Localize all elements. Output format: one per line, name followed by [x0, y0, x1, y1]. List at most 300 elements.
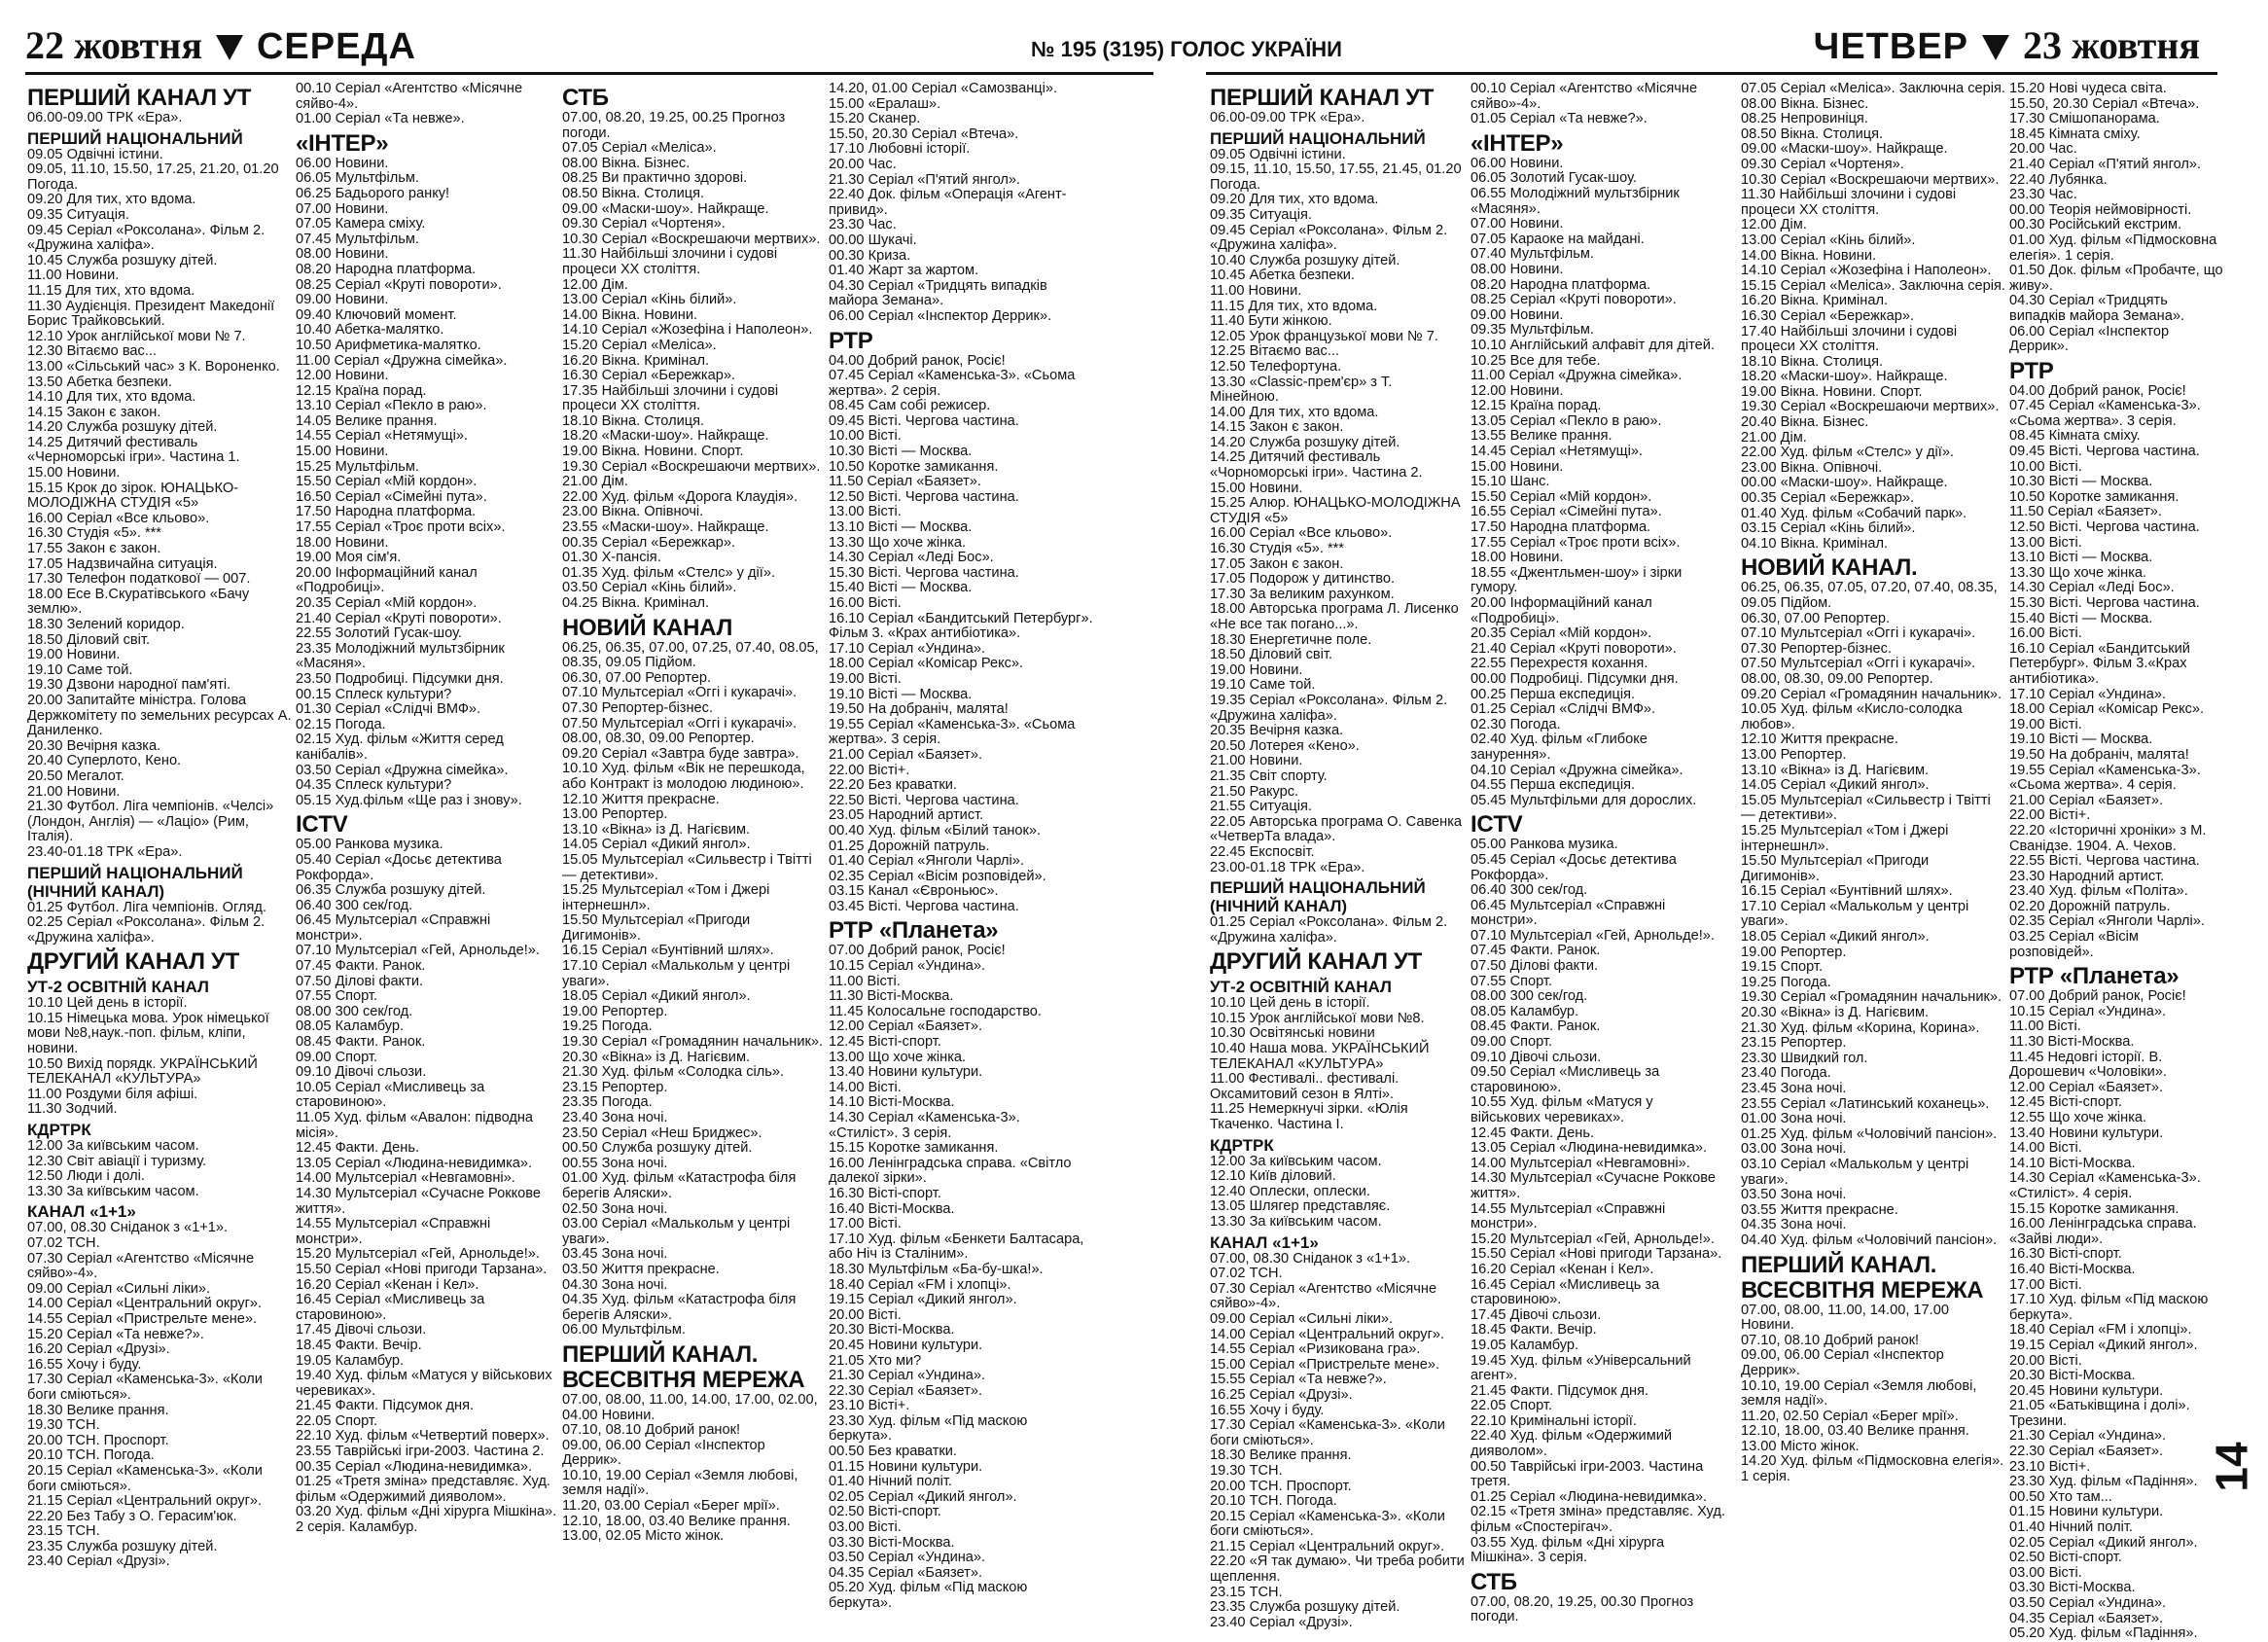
- program-listing: 18.50 Діловий світ.: [1210, 647, 1333, 663]
- program-listing: 10.10 Худ. фільм «Вік не перешкода, або Контракт із молодою людиною».: [562, 761, 809, 792]
- program-listing: 19.35 Серіал «Роксолана». Фільм 2. «Дружина халіфа».: [1210, 692, 1452, 724]
- program-listing: 13.00 Серіал «Кінь білий».: [1741, 232, 1916, 248]
- program-listing: 13.05 Шлягер представляє.: [1210, 1198, 1391, 1215]
- program-listing: 11.00 Роздуми біля афіші.: [27, 1086, 198, 1102]
- program-listing: 05.00 Ранкова музика.: [296, 837, 443, 853]
- program-listing: 15.20 Мультсеріал «Гей, Арнольде!».: [296, 1246, 540, 1263]
- program-listing: 11.45 Недовгі історії. В. Дорошевич «Чоловіки».: [2009, 1049, 2167, 1081]
- program-listing: 11.50 Серіал «Баязет».: [829, 474, 981, 490]
- program-listing: 01.15 Новини культури.: [2009, 1504, 2164, 1520]
- program-listing: 12.00 Серіал «Баязет».: [2009, 1079, 2164, 1095]
- program-listing: 13.00 Репортер.: [1741, 746, 1847, 763]
- program-listing: 19.05 Каламбур.: [296, 1352, 405, 1369]
- program-listing: 15.50 Серіал «Мій кордон».: [296, 474, 478, 490]
- program-listing: 17.00 Вісті.: [2009, 1276, 2082, 1293]
- program-listing: 15.20 Серіал «Меліса».: [562, 337, 717, 353]
- program-listing: 15.30 Вісті. Чергова частина.: [2009, 595, 2200, 611]
- program-listing: 12.45 Вісті-спорт.: [829, 1034, 941, 1051]
- program-listing: 14.30 Мультсеріал «Сучасне Роккове життя».: [1471, 1170, 1720, 1201]
- program-listing: 18.20 «Маски-шоу». Найкраще.: [1741, 369, 1948, 385]
- program-listing: 16.00 Серіал «Все кльово».: [27, 510, 210, 526]
- program-listing: 14.30 Серіал «Леді Бос».: [2009, 580, 2175, 596]
- program-listing: 23.10 Вісті+.: [2009, 1458, 2091, 1475]
- program-listing: 12.25 Вітаємо вас...: [1210, 343, 1340, 360]
- program-listing: 10.10 Цей день в історії.: [27, 995, 188, 1012]
- program-listing: 14.30 Серіал «Леді Бос».: [829, 550, 994, 566]
- program-listing: 13.00, 02.05 Місто жінок.: [562, 1528, 725, 1545]
- program-listing: 15.20 Мультсеріал «Гей, Арнольде!».: [1471, 1231, 1715, 1247]
- program-listing: 16.45 Серіал «Мисливець за старовиною».: [1471, 1276, 1664, 1308]
- program-listing: 18.55 «Джентльмен-шоу» і зірки гумору.: [1471, 564, 1686, 596]
- program-listing: 19.00 Репортер.: [562, 1003, 668, 1019]
- program-listing: 15.30 Вісті. Чергова частина.: [829, 564, 1019, 581]
- program-listing: 19.25 Погода.: [1741, 974, 1831, 990]
- program-listing: 22.20 «Історичні хроніки» з М. Сванідзе. 1904. А. Чехов.: [2009, 822, 2211, 854]
- program-listing: 16.20 Серіал «Кенан і Кел».: [296, 1276, 479, 1293]
- program-listing: 02.35 Серіал «Вісім розповідей».: [829, 868, 1046, 884]
- program-listing: 04.35 Зона ночі.: [1741, 1217, 1847, 1233]
- program-listing: 00.10 Серіал «Агентство «Місячне сяйво-4».: [296, 81, 527, 112]
- program-listing: 02.05 Серіал «Дикий янгол».: [2009, 1534, 2198, 1551]
- program-listing: 23.05 Народний артист.: [829, 807, 984, 824]
- program-listing: 02.40 Худ. фільм «Глибоке занурення».: [1471, 732, 1651, 763]
- header-right-date: 23 жовтня: [2023, 23, 2200, 67]
- program-listing: 07.00 Добрий ранок, Росіє!: [2009, 988, 2186, 1005]
- program-listing: 13.05 Серіал «Пекло в раю».: [1471, 412, 1662, 429]
- program-listing: 09.05, 11.10, 15.50, 17.25, 21.20, 01.20 Погода.: [27, 161, 283, 193]
- schedule-column-5: [1210, 82, 1469, 1630]
- program-listing: 15.00 Новини.: [1471, 458, 1564, 475]
- program-listing: 20.00 Час.: [829, 156, 897, 172]
- program-listing: 19.00 Вікна. Новини. Спорт.: [562, 444, 744, 460]
- program-listing: 15.00 «Ералаш».: [829, 95, 941, 112]
- program-listing: 20.50 Лотерея «Кено».: [1210, 737, 1360, 754]
- program-listing: 03.55 Життя прекрасне.: [1741, 1201, 1898, 1218]
- program-listing: 07.30 Серіал «Агентство «Місячне сяйво»-4».: [27, 1250, 259, 1282]
- program-listing: 17.30 Смішопанорама.: [2009, 111, 2160, 127]
- channel-subheading: ПЕРШИЙ НАЦІОНАЛЬНИЙ (НІЧНИЙ КАНАЛ): [1210, 878, 1426, 916]
- program-listing: 11.00 Вісті.: [829, 973, 901, 989]
- channel-heading: НОВИЙ КАНАЛ: [562, 614, 732, 641]
- program-listing: 15.25 Мультсеріал «Том і Джері інтернешнл».: [1741, 822, 1953, 854]
- program-listing: 09.30 Серіал «Чортеня».: [562, 216, 726, 232]
- program-listing: 09.20 Серіал «Завтра буде завтра».: [562, 745, 799, 762]
- program-listing: 11.20, 03.00 Серіал «Берег мрії».: [562, 1498, 780, 1515]
- program-listing: 23.40 Серіал «Друзі».: [27, 1553, 170, 1570]
- program-listing: 19.15 Серіал «Дикий янгол».: [2009, 1337, 2198, 1353]
- program-listing: 23.35 Молодіжний мультзбірник «Масяня».: [296, 640, 509, 672]
- program-listing: 21.00 Новини.: [1210, 753, 1303, 769]
- program-listing: 09.45 Серіал «Роксолана». Фільм 2. «Дружина халіфа».: [1210, 222, 1452, 254]
- program-listing: 15.20 Серіал «Та невже?».: [27, 1326, 204, 1342]
- program-listing: 12.40 Оплески, оплески.: [1210, 1183, 1370, 1199]
- program-listing: 04.10 Серіал «Дружна сімейка».: [1471, 762, 1683, 778]
- program-listing: 10.05 Худ. фільм «Кисло-солодка любов».: [1741, 701, 1967, 732]
- program-listing: 05.45 Мультфільми для дорослих.: [1471, 792, 1697, 808]
- program-listing: 14.55 Серіал «Пристрельте мене».: [27, 1310, 258, 1327]
- program-listing: 07.30 Репортер-бізнес.: [562, 699, 714, 716]
- program-listing: 01.40 Худ. фільм «Собачий парк».: [1741, 505, 1967, 521]
- program-listing: 07.10, 08.10 Добрий ранок!: [1741, 1332, 1920, 1348]
- program-listing: 09.40 Ключовий момент.: [296, 306, 457, 323]
- program-listing: 09.35 Ситуація.: [27, 206, 129, 223]
- program-listing: 08.25 Ви практично здорові.: [562, 170, 748, 187]
- program-listing: 07.30 Репортер-бізнес.: [1741, 640, 1893, 657]
- program-listing: 18.00 Серіал «Комісар Рекс».: [829, 656, 1024, 672]
- program-listing: 02.05 Серіал «Дикий янгол».: [829, 1488, 1017, 1505]
- program-listing: 09.35 Мультфільм.: [1471, 322, 1594, 339]
- program-listing: 03.20 Худ. фільм «Дні хірурга Мішкіна». 2 серія. Каламбур.: [296, 1504, 561, 1536]
- program-listing: 11.30 Найбільші злочини і судові процеси ХХ століття.: [1741, 187, 1961, 218]
- program-listing: 16.00 Серіал «Все кльово».: [1210, 525, 1393, 542]
- program-listing: 15.15 Коротке замикання.: [2009, 1200, 2179, 1217]
- program-listing: 05.15 Худ.фільм «Ще раз і знову».: [296, 792, 522, 808]
- program-listing: 07.02 ТСН.: [27, 1235, 100, 1251]
- program-listing: 16.25 Серіал «Друзі».: [1210, 1386, 1353, 1403]
- program-listing: 19.25 Погода.: [562, 1018, 653, 1035]
- program-listing: 04.35 Худ. фільм «Катастрофа біля берегів Аляски».: [562, 1292, 800, 1323]
- program-listing: 12.00 Дім.: [1741, 217, 1807, 233]
- program-listing: 11.30 Вісті-Москва.: [2009, 1034, 2135, 1051]
- program-listing: 19.00 Вісті.: [829, 670, 902, 687]
- channel-heading: «ІНТЕР»: [296, 129, 389, 157]
- program-listing: 11.00 Серіал «Дружна сімейка».: [296, 352, 508, 369]
- program-listing: 15.50 Серіал «Нові пригоди Тарзана».: [296, 1261, 548, 1277]
- program-listing: 16.50 Серіал «Сімейні пута».: [296, 488, 487, 505]
- program-listing: 00.50 Хто там...: [2009, 1488, 2112, 1505]
- program-listing: 10.10 Цей день в історії.: [1210, 995, 1370, 1012]
- program-listing: 19.10 Вісті — Москва.: [2009, 732, 2153, 748]
- program-listing: 12.50 Вісті. Чергова частина.: [2009, 519, 2200, 536]
- program-listing: 20.00 ТСН. Проспорт.: [27, 1432, 169, 1448]
- program-listing: 05.20 Худ. фільм «Під маскою беркута».: [829, 1580, 1032, 1611]
- program-listing: 11.25 Немеркнучі зірки. «Юлія Ткаченко. Частина І.: [1210, 1101, 1412, 1133]
- program-listing: 07.00 Новини.: [1471, 216, 1564, 232]
- program-listing: 17.55 Серіал «Троє проти всіх».: [1471, 534, 1681, 551]
- program-listing: 20.00 Інформаційний канал «Подробиці».: [296, 564, 481, 596]
- program-listing: 20.40 Вікна. Бізнес.: [1741, 414, 1869, 431]
- program-listing: 03.45 Зона ночі.: [562, 1246, 668, 1263]
- program-listing: 11.30 Найбільші злочини і судові процеси ХХ століття.: [562, 246, 782, 277]
- program-listing: 06.45 Мультсеріал «Справжні монстри».: [1471, 897, 1670, 929]
- program-listing: 06.05 Мультфільм.: [296, 170, 419, 187]
- program-listing: 06.25 Бадьорого ранку!: [296, 185, 450, 201]
- program-listing: 20.35 Серіал «Мій кордон».: [1471, 625, 1652, 642]
- program-listing: 14.00 Мультсеріал «Невгамовні».: [1471, 1155, 1690, 1171]
- program-listing: 00.30 Російський екстрим.: [2009, 217, 2182, 233]
- program-listing: 23.30 Народний артист.: [2009, 868, 2165, 884]
- program-listing: 01.15 Новини культури.: [829, 1458, 983, 1475]
- schedule-column-1: [27, 82, 296, 1570]
- program-listing: 03.30 Вісті-Москва.: [2009, 1580, 2136, 1596]
- program-listing: 08.45 Факти. Ранок.: [296, 1034, 426, 1051]
- program-listing: 23.00 Вікна. Опівночі.: [1741, 459, 1883, 476]
- program-listing: 09.10 Дівочі сльози.: [1471, 1049, 1602, 1065]
- program-listing: 05.40 Серіал «Досьє детектива Рокфорда».: [296, 851, 506, 883]
- program-listing: 11.05 Худ. фільм «Авалон: підводна місія».: [296, 1110, 538, 1141]
- channel-heading: РТР «Планета»: [2009, 963, 2179, 990]
- program-listing: 09.45 Вісті. Чергова частина.: [2009, 444, 2200, 460]
- program-listing: 11.00 Вісті.: [2009, 1018, 2081, 1035]
- program-listing: 03.50 Серіал «Ундина».: [2009, 1595, 2167, 1611]
- program-listing: 03.10 Серіал «Малькольм у центрі уваги».: [1741, 1156, 1973, 1188]
- program-listing: 16.30 Студія «5». ***: [1210, 541, 1344, 557]
- channel-heading: ICTV: [1471, 811, 1523, 839]
- program-listing: 15.50, 20.30 Серіал «Втеча».: [2009, 95, 2200, 112]
- program-listing: 07.00 Добрий ранок, Росіє!: [829, 943, 1006, 959]
- program-listing: 06.25, 06.35, 07.00, 07.25, 07.40, 08.05, 08.35, 09.05 Підйом.: [562, 639, 823, 671]
- program-listing: 06.25, 06.35, 07.05, 07.20, 07.40, 08.35, 09.05 Підйом.: [1741, 580, 2002, 611]
- program-listing: 16.40 Вісті-Москва.: [829, 1200, 955, 1217]
- program-listing: 20.35 Вечірня казка.: [1210, 723, 1344, 739]
- program-listing: 08.45 Факти. Ранок.: [1471, 1018, 1601, 1035]
- program-listing: 12.30 Вітаємо вас...: [27, 343, 158, 360]
- channel-heading: «ІНТЕР»: [1471, 129, 1564, 157]
- program-listing: 19.30 ТСН.: [1210, 1462, 1283, 1479]
- program-listing: 15.05 Мультсеріал «Сильвестр і Твітті — детективи».: [1741, 792, 1995, 824]
- program-listing: 09.00 «Маски-шоу». Найкраще.: [1741, 141, 1948, 158]
- program-listing: 04.10 Вікна. Кримінал.: [1741, 535, 1889, 552]
- program-listing: 12.10 Життя прекрасне.: [1741, 732, 1898, 748]
- channel-heading: ПЕРШИЙ КАНАЛ. ВСЕСВІТНЯ МЕРЕЖА: [562, 1340, 805, 1393]
- program-listing: 07.50 Ділові факти.: [296, 973, 424, 989]
- program-listing: 22.10 Кримінальні історії.: [1471, 1412, 1637, 1429]
- program-listing: 09.05 Одвічні істини.: [1210, 146, 1346, 162]
- program-listing: 16.10 Серіал «Бандитський Петербург». Фільм 3.«Крах антибіотика».: [2009, 640, 2194, 687]
- program-listing: 14.55 Серіал «Нетямущі».: [296, 428, 469, 445]
- program-listing: 18.00 Авторська програма Л. Лисенко «Не все так погано...».: [1210, 601, 1463, 632]
- program-listing: 07.10 Мультсеріал «Гей, Арнольде!».: [296, 943, 540, 959]
- program-listing: 11.00 Фестивалі.. фестивалі. Оксамитовий сезон в Ялті».: [1210, 1071, 1403, 1102]
- program-listing: 21.55 Ситуація.: [1210, 799, 1312, 815]
- program-listing: 02.25 Серіал «Роксолана». Фільм 2. «Дружина халіфа».: [27, 914, 269, 946]
- header-right-day: ЧЕТВЕР: [1813, 26, 1969, 67]
- program-listing: 07.10 Мультсеріал «Оггі і кукарачі».: [1741, 625, 1976, 642]
- program-listing: 11.50 Серіал «Баязет».: [2009, 504, 2162, 520]
- program-listing: 21.30 Худ. фільм «Корина, Корина».: [1741, 1019, 1980, 1036]
- program-listing: 18.30 Мультфільм «Ба-бу-шка!».: [829, 1261, 1044, 1277]
- program-listing: 07.45 Серіал «Каменськa-3». «Сьома жертва». 2 серія.: [829, 368, 1080, 399]
- program-listing: 23.15 ТСН.: [27, 1523, 100, 1540]
- program-listing: 09.00 Новини.: [1471, 306, 1564, 323]
- program-listing: 16.00 Ленінградська справа. «Зайві люди».: [2009, 1216, 2201, 1247]
- program-listing: 14.30 Мультсеріал «Сучасне Роккове життя».: [296, 1185, 546, 1217]
- program-listing: 00.50 Служба розшуку дітей.: [562, 1140, 753, 1157]
- program-listing: 08.25 Серіал «Круті повороти».: [1471, 292, 1677, 308]
- program-listing: 17.10 Худ. фільм «Бенкети Балтасара, або Ніч із Сталіним».: [829, 1231, 1088, 1263]
- program-listing: 00.30 Криза.: [829, 247, 911, 264]
- program-listing: 08.25 Непровиніця.: [1741, 111, 1868, 127]
- program-listing: 17.55 Закон є закон.: [27, 541, 161, 557]
- triangle-down-icon: [216, 35, 243, 60]
- program-listing: 16.15 Серіал «Бунтівний шлях».: [562, 943, 774, 959]
- channel-subheading: КАНАЛ «1+1»: [1210, 1232, 1319, 1252]
- program-listing: 03.50 Життя прекрасне.: [562, 1261, 720, 1277]
- program-listing: 12.00 Дім.: [562, 276, 628, 293]
- program-listing: 20.00 Вісті.: [829, 1306, 902, 1323]
- program-listing: 08.00, 08.30, 09.00 Репортер.: [562, 731, 755, 747]
- program-listing: 09.00 «Маски-шоу». Найкраще.: [562, 200, 769, 217]
- program-listing: 06.00 Новини.: [1471, 155, 1564, 171]
- program-listing: 15.20 Нові чудеса світа.: [2009, 81, 2167, 96]
- program-listing: 14.10 Вісті-Москва.: [2009, 1155, 2136, 1171]
- program-listing: 21.15 Серіал «Центральний округ».: [1210, 1538, 1445, 1554]
- program-listing: 01.25 Серіал «Роксолана». Фільм 2. «Дружина халіфа».: [1210, 914, 1452, 946]
- program-listing: 09.45 Вісті. Чергова частина.: [829, 412, 1019, 429]
- program-listing: 14.30 Серіал «Каменськa-3». «Стиліст». 3 серія.: [829, 1110, 1024, 1141]
- program-listing: 14.55 Мультсеріал «Справжні монстри».: [296, 1216, 495, 1247]
- program-listing: 22.05 Спорт.: [296, 1412, 378, 1429]
- program-listing: 13.30 За київським часом.: [1210, 1214, 1382, 1230]
- program-listing: 09.15, 11.10, 15.50, 17.55, 21.45, 01.20 Погода.: [1210, 161, 1466, 193]
- program-listing: 04.55 Перша експедиція.: [1471, 777, 1636, 794]
- program-listing: 10.50 Арифметика-малятко.: [296, 337, 481, 353]
- program-listing: 15.00 Новини.: [1210, 480, 1303, 496]
- program-listing: 11.30 Вісті-Москва.: [829, 988, 954, 1005]
- program-listing: 06.00 Мультфільм.: [562, 1322, 686, 1339]
- program-listing: 08.00 Вікна. Бізнес.: [562, 155, 691, 171]
- channel-subheading: УТ-2 ОСВІТНІЙ КАНАЛ: [1210, 978, 1392, 997]
- program-listing: 04.35 Серіал «Баязет».: [2009, 1610, 2164, 1626]
- program-listing: 13.00 Вісті.: [2009, 534, 2082, 551]
- program-listing: 09.00, 06.00 Серіал «Інспектор Деррик».: [562, 1437, 769, 1469]
- program-listing: 01.00 Зона ночі.: [1741, 1111, 1847, 1127]
- program-listing: 19.00 Новини.: [1210, 661, 1303, 678]
- program-listing: 00.40 Худ. фільм «Білий танок».: [829, 822, 1042, 839]
- program-listing: 20.15 Серіал «Каменськa-3». «Коли боги сміються».: [1210, 1508, 1449, 1540]
- program-listing: 11.40 Бути жінкою.: [1210, 313, 1332, 330]
- program-listing: 07.00, 08.00, 11.00, 14.00, 17.00, 02.00, 04.00 Новини.: [562, 1391, 822, 1423]
- program-listing: 21.40 Серіал «Круті повороти».: [1471, 640, 1677, 657]
- program-listing: 17.10 Серіал «Малькольм у центрі уваги».: [1741, 898, 1973, 930]
- program-listing: 14.00 Вісті.: [2009, 1140, 2082, 1157]
- program-listing: 23.40 Погода.: [1741, 1065, 1831, 1082]
- program-listing: 21.30 Серіал «П'ятий янгол».: [829, 171, 1021, 188]
- program-listing: 12.10 Урок англійської мови № 7.: [27, 328, 246, 344]
- program-listing: 04.40 Худ. фільм «Чоловічий пансіон».: [1741, 1232, 1998, 1248]
- program-listing: 13.00 Вісті.: [829, 504, 902, 520]
- channel-heading: ПЕРШИЙ КАНАЛ. ВСЕСВІТНЯ МЕРЕЖА: [1741, 1251, 1984, 1303]
- channel-subheading: КАНАЛ «1+1»: [27, 1202, 136, 1222]
- program-listing: 10.40 Абетка-малятко.: [296, 322, 444, 339]
- program-listing: 07.00, 08.00, 11.00, 14.00, 17.00 Новини.: [1741, 1302, 1954, 1334]
- program-listing: 00.00 Подробиці. Підсумки дня.: [1471, 670, 1679, 687]
- program-listing: 19.30 Серіал «Воскрешаючи мертвих».: [1741, 399, 2000, 415]
- schedule-column-8: [2009, 81, 2227, 1642]
- channel-heading: ПЕРШИЙ КАНАЛ УТ: [1210, 85, 1435, 111]
- program-listing: 11.30 Аудієнція. Президент Македонії Борис Трайковський.: [27, 298, 279, 330]
- program-listing: 20.00 ТСН. Проспорт.: [1210, 1478, 1352, 1494]
- program-listing: 22.00 Худ. фільм «Стелс» у дії».: [1741, 445, 1955, 461]
- program-listing: 21.30 Серіал «Ундина».: [829, 1368, 986, 1384]
- header-rule-right: [1206, 72, 2217, 75]
- program-listing: 08.25 Серіал «Круті повороти».: [296, 276, 502, 293]
- program-listing: 05.00 Ранкова музика.: [1471, 837, 1618, 853]
- program-listing: 02.35 Серіал «Янголи Чарлі».: [2009, 913, 2205, 930]
- program-listing: 04.00 Добрий ранок, Росіє!: [829, 352, 1006, 369]
- program-listing: 03.00 Вісті.: [2009, 1564, 2082, 1581]
- program-listing: 10.05 Серіал «Мисливець за старовиною».: [296, 1079, 489, 1111]
- program-listing: 06.35 Служба розшуку дітей.: [296, 882, 486, 899]
- program-listing: 12.15 Країна порад.: [296, 382, 427, 399]
- channel-heading: РТР «Планета»: [829, 917, 999, 945]
- program-listing: 12.45 Вісті-спорт.: [2009, 1094, 2122, 1111]
- program-listing: 15.25 Алюр. ЮНАЦЬКО-МОЛОДІЖНА СТУДІЯ «5»: [1210, 495, 1465, 526]
- program-listing: 22.55 Перехрестя кохання.: [1471, 656, 1648, 672]
- program-listing: 00.50 Таврійські ігри-2003. Частина третя.: [1471, 1458, 1708, 1490]
- program-listing: 13.05 Серіал «Людина-невидимка».: [296, 1155, 533, 1171]
- program-listing: 06.55 Молодіжний мультзбірник «Масяня».: [1471, 185, 1683, 217]
- program-listing: 14.20 Худ. фільм «Підмосковна елегія». 1 серія.: [1741, 1453, 2008, 1485]
- program-listing: 03.55 Худ. фільм «Дні хірурга Мішкіна». 3 серія.: [1471, 1534, 1669, 1566]
- program-listing: 00.25 Перша експедиція.: [1471, 686, 1636, 702]
- program-listing: 22.55 Вісті. Чергова частина.: [2009, 853, 2200, 870]
- program-listing: 19.50 На добраніч, малята!: [829, 701, 1009, 718]
- program-listing: 13.10 Серіал «Пекло в раю».: [296, 398, 487, 414]
- program-listing: 15.00 Новини.: [27, 465, 121, 482]
- program-listing: 16.20 Серіал «Друзі».: [27, 1341, 170, 1358]
- program-listing: 01.00 Серіал «Та невже».: [296, 111, 465, 127]
- program-listing: 21.15 Серіал «Центральний округ».: [27, 1493, 263, 1510]
- program-listing: 22.45 Експосвіт.: [1210, 843, 1315, 860]
- program-listing: 12.10, 18.00, 03.40 Велике прання.: [562, 1513, 791, 1529]
- program-listing: 07.50 Мультсеріал «Оггі і кукарачі».: [1741, 656, 1976, 672]
- program-listing: 16.45 Серіал «Мисливець за старовиною».: [296, 1292, 489, 1323]
- program-listing: 00.55 Зона ночі.: [562, 1155, 668, 1171]
- program-listing: 08.50 Вікна. Столиця.: [562, 185, 705, 201]
- program-listing: 22.30 Серіал «Баязет».: [829, 1382, 983, 1399]
- program-listing: 22.50 Вісті. Чергова частина.: [829, 792, 1019, 808]
- program-listing: 09.00 Серіал «Сильні ліки».: [27, 1280, 211, 1297]
- program-listing: 10.50 Вихід порядк. УКРАЇНСЬКИЙ ТЕЛЕКАНАЛ «КУЛЬТУРА»: [27, 1055, 262, 1088]
- program-listing: 15.00 Новини.: [296, 444, 389, 460]
- program-listing: 15.50 Мультсеріал «Пригоди Дигимонів».: [562, 912, 755, 944]
- program-listing: 17.00 Вісті.: [829, 1216, 902, 1232]
- program-listing: 07.45 Мультфільм.: [296, 231, 419, 247]
- program-listing: 12.00 За київським часом.: [27, 1138, 199, 1155]
- program-listing: 20.50 Мегалот.: [27, 767, 124, 784]
- channel-heading: НОВИЙ КАНАЛ.: [1741, 554, 1918, 582]
- program-listing: 09.00, 06.00 Серіал «Інспектор Деррик».: [1741, 1347, 1948, 1378]
- program-listing: 19.10 Саме той.: [1210, 677, 1316, 694]
- program-listing: 23.50 Подробиці. Підсумки дня.: [296, 670, 504, 687]
- program-listing: 09.30 Серіал «Чортеня».: [1741, 156, 1904, 172]
- program-listing: 14.00 Мультсеріал «Невгамовні».: [296, 1170, 515, 1187]
- program-listing: 13.10 Вісті — Москва.: [2009, 550, 2153, 566]
- header-left-date: 22 жовтня: [25, 23, 202, 67]
- program-listing: 18.30 Енергетичне поле.: [1210, 631, 1372, 648]
- program-listing: 00.50 Без краватки.: [829, 1444, 957, 1460]
- program-listing: 19.30 ТСН.: [27, 1417, 100, 1434]
- header-left-day: СЕРЕДА: [256, 26, 416, 67]
- channel-heading: РТР: [829, 327, 873, 354]
- program-listing: 22.05 Спорт.: [1471, 1398, 1553, 1414]
- program-listing: 12.30 Світ авіації і туризму.: [27, 1153, 207, 1169]
- program-listing: 17.50 Народна платформа.: [1471, 519, 1651, 536]
- program-listing: 23.00 Вікна. Опівночі.: [562, 504, 704, 520]
- program-listing: 03.15 Канал «Євроньюс».: [829, 883, 999, 900]
- program-listing: 23.55 Серіал «Латинський коханець».: [1741, 1095, 1990, 1112]
- program-listing: 20.00 Час.: [2009, 141, 2077, 158]
- channel-subheading: КДРТРК: [1210, 1135, 1274, 1155]
- program-listing: 01.25 Футбол. Ліга чемпіонів. Огляд.: [27, 899, 266, 915]
- program-listing: 05.45 Серіал «Досьє детектива Рокфорда».: [1471, 851, 1681, 883]
- program-listing: 22.00 Вісті+.: [829, 762, 910, 778]
- program-listing: 10.00 Вісті.: [2009, 458, 2082, 475]
- program-listing: 16.55 Хочу і буду.: [1210, 1402, 1325, 1418]
- program-listing: 17.10 Серіал «Малькольм у центрі уваги».: [562, 958, 795, 989]
- program-listing: 21.00 Дім.: [1741, 429, 1807, 446]
